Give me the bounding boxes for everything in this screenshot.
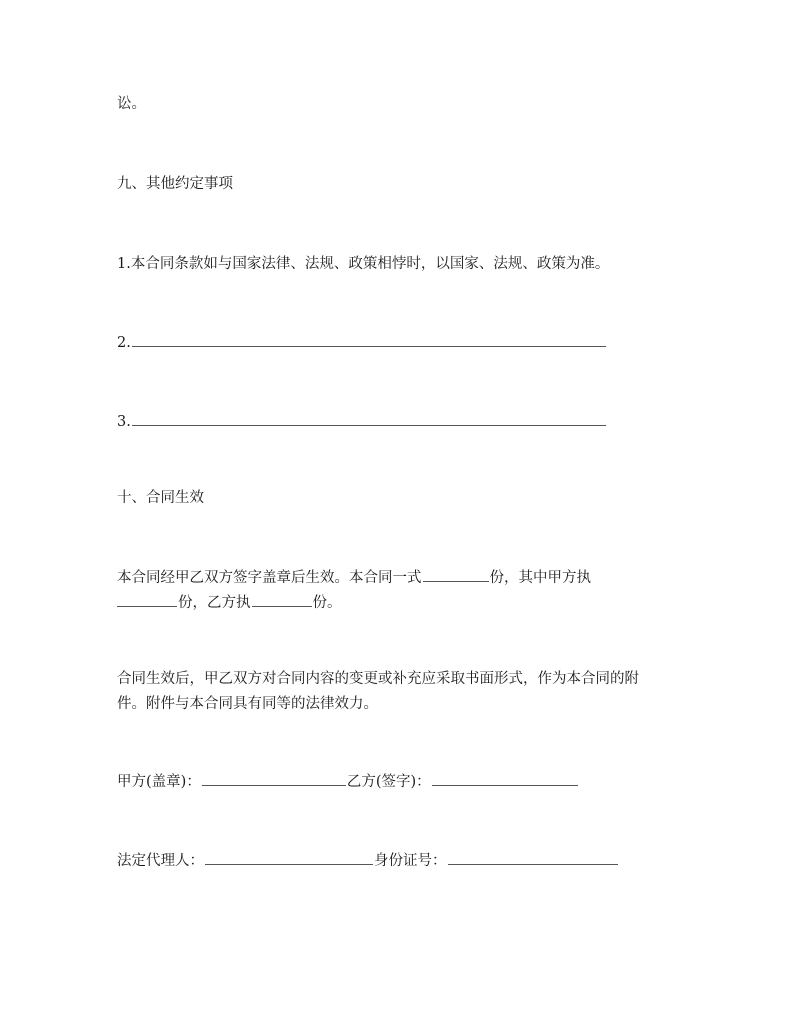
party-a-copies-blank[interactable] xyxy=(117,592,177,607)
section-heading-9 xyxy=(117,174,233,194)
signature-row-representative xyxy=(117,850,619,871)
legal-rep-label: 法定代理人： xyxy=(117,853,204,869)
effect-text-b: 份，其中甲方执 xyxy=(489,570,591,586)
heading-9-text: 九、其他约定事项 xyxy=(117,176,233,192)
legal-rep-blank[interactable] xyxy=(205,850,373,865)
section-heading-10 xyxy=(117,488,204,508)
clause-3-prefix: 3. xyxy=(117,414,131,430)
effect-text-d: 份。 xyxy=(312,595,342,611)
party-b-signature-blank[interactable] xyxy=(432,771,578,786)
clause-1-text: 1.本合同条款如与国家法律、法规、政策相悖时，以国家、法规、政策为准。 xyxy=(117,256,610,272)
party-a-label: 甲方(盖章)： xyxy=(117,774,201,790)
id-number-label: 身份证号： xyxy=(374,853,447,869)
signature-row-parties xyxy=(117,771,579,792)
clause-2-prefix: 2. xyxy=(117,335,131,351)
continuation-text: 讼。 xyxy=(117,96,146,112)
party-b-label: 乙方(签字)： xyxy=(346,774,431,790)
clause-2-blank-line[interactable] xyxy=(132,332,606,347)
copies-total-blank[interactable] xyxy=(423,567,489,582)
party-a-seal-blank[interactable] xyxy=(202,771,346,786)
effect-text-a: 本合同经甲乙双方签字盖章后生效。本合同一式 xyxy=(117,570,422,586)
amend-paragraph-line-1 xyxy=(117,669,639,689)
effect-paragraph-line-1 xyxy=(117,567,591,588)
clause-item-1 xyxy=(117,254,609,274)
amend-paragraph-line-2 xyxy=(117,694,378,714)
clause-item-2 xyxy=(117,332,607,353)
amend-text-1: 合同生效后，甲乙双方对合同内容的变更或补充应采取书面形式，作为本合同的附 xyxy=(117,671,639,687)
clause-item-3 xyxy=(117,411,607,432)
amend-text-2: 件。附件与本合同具有同等的法律效力。 xyxy=(117,696,378,712)
id-number-blank[interactable] xyxy=(448,850,618,865)
heading-10-text: 十、合同生效 xyxy=(117,490,204,506)
effect-paragraph-line-2 xyxy=(117,592,342,613)
clause-3-blank-line[interactable] xyxy=(132,411,606,426)
party-b-copies-blank[interactable] xyxy=(252,592,312,607)
effect-text-c: 份，乙方执 xyxy=(178,595,251,611)
text-line-continuation xyxy=(117,94,146,114)
